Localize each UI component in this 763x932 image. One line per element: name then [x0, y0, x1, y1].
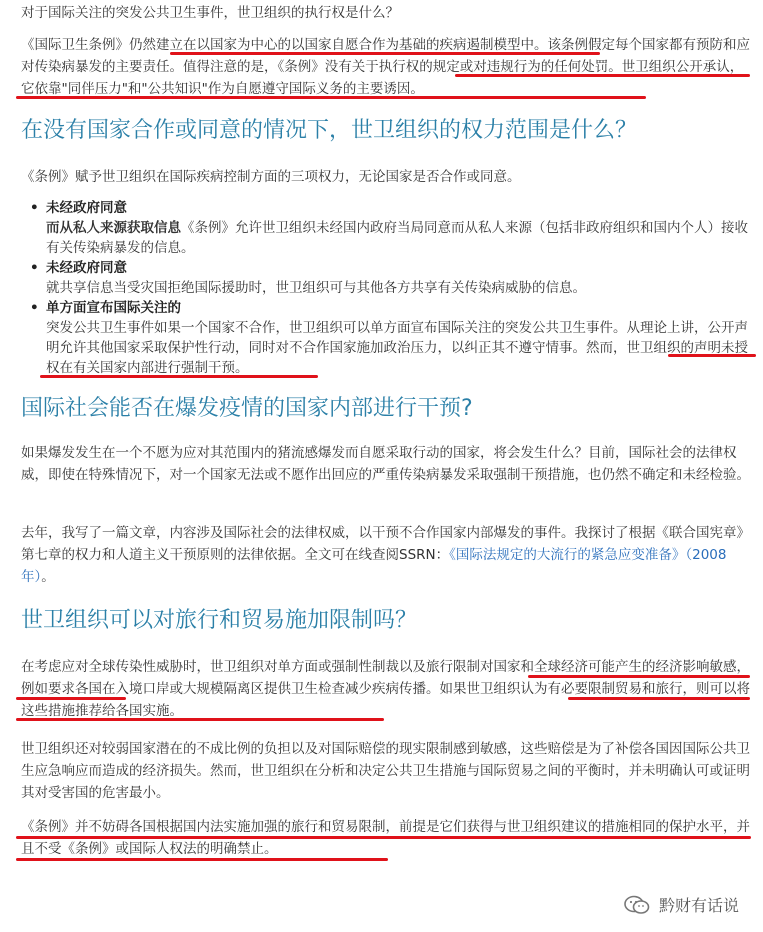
p4-text: 去年，我写了一篇文章，内容涉及国际社会的法律权威，以干预不合作国家内部爆发的事件。我探讨了根据《联合国宪章》第七章的权力和人道主义干预原则的法律依据。全文可在线查阅SSRN： [21, 525, 750, 563]
list-item-desc [46, 218, 751, 258]
paragraph-three-powers: 《条例》赋予世卫组织在国际疾病控制方面的三项权力，无论国家是否合作或同意。 [21, 169, 521, 185]
ssrn-article-link[interactable]: 《国际法规定的大流行的紧急应变准备》（2008年） [21, 547, 727, 585]
red-underline [668, 354, 756, 357]
section-heading: 世卫组织可以对旅行和贸易施加限制吗？ [21, 608, 418, 633]
paragraph-regulations: 《条例》并不妨碍各国根据国内法实施加强的旅行和贸易限制，前提是它们获得与世卫组织建议的措施相同的保护水平，并且不受《条例》或国际人权法的明确禁止。 [21, 819, 750, 857]
list-item-desc-bold: 而从私人来源获取信息 [46, 220, 181, 236]
section-heading: 国际社会能否在爆发疫情的国家内部进行干预? [21, 396, 473, 421]
red-underline [40, 375, 318, 378]
red-underline [16, 718, 384, 721]
list-item-title: • 未经政府同意 [46, 258, 751, 278]
list-item-desc: 就共享信息当受灾国拒绝国际援助时，世卫组织可与其他各方共享有关传染病威胁的信息。 [46, 280, 586, 296]
p1-part-c: 该条例假定每个国家都有预防和应对传染病暴发的主要责任。值得注意的是，《条例》 [21, 37, 750, 75]
red-underline [16, 96, 646, 99]
p4-end: 。 [41, 569, 55, 585]
section-heading: 在没有国家合作或同意的情况下，世卫组织的权力范围是什么？ [21, 118, 638, 143]
red-underline [16, 858, 388, 861]
red-underline [455, 74, 750, 77]
red-underline [568, 697, 750, 700]
paragraph-travel-trade: 在考虑应对全球传染性威胁时，世卫组织对单方面或强制性制裁以及旅行限制对国家和全球经济可能产生的经济影响敏感，例如要求各国在入境口岸或大规模隔离区提供卫生检查减少疾病传播。如果世卫组织认为有必要限制贸易和旅行，则可以将这些措施推荐给各国实施。 [21, 659, 750, 719]
p1-part-b: 建立在以国家为中心的以国家自愿合作为基础的疾病遏制模型中。 [156, 37, 548, 53]
red-underline [16, 836, 751, 839]
red-underline [16, 697, 126, 700]
red-underline [170, 52, 600, 55]
watermark [623, 893, 739, 916]
paragraph-ihr-model [21, 34, 751, 100]
p1-part-d: 没有关于执行权的规定或对违规行为的任何处罚。世卫组织公开承认，它依靠"同伴压力"和"公共知识"作为自愿遵守国际义务的主要诱因。 [21, 59, 744, 97]
list-item-desc: 突发公共卫生事件如果一个国家不合作，世卫组织可以单方面宣布国际关注的突发公共卫生事件。从理论上讲，公开声明允许其他国家采取保护性行动，同时对不合作国家施加政治压力，以纠正其不遵守情事。然而，世卫组织的声明未授权在有关国家内部进行强制干预。 [46, 320, 748, 376]
question-text: 对于国际关注的突发公共卫生事件，世卫组织的执行权是什么？ [21, 5, 399, 21]
list-item-title: • 未经政府同意 [46, 198, 751, 218]
p1-part-a: 《国际卫生条例》仍然 [21, 37, 156, 53]
watermark-text: 黔财有话说 [658, 896, 739, 915]
paragraph-intervention: 如果爆发发生在一个不愿为应对其范围内的猪流感爆发而自愿采取行动的国家，将会发生什么？目前，国际社会的法律权威，即使在特殊情况下，对一个国家无法或不愿作出回应的严重传染病暴发采取强制干预措施，也仍然不确定和未经检验。 [21, 445, 750, 483]
paragraph-article-ref [21, 522, 751, 588]
wechat-icon [623, 894, 651, 916]
list-item-title: • 单方面宣布国际关注的 [46, 298, 751, 318]
list-item-desc-text: 《条例》允许世卫组织未经国内政府当局同意而从私人来源（包括非政府组织和国内个人）接收有关传染病暴发的信息。 [46, 220, 748, 256]
paragraph-burden: 世卫组织还对较弱国家潜在的不成比例的负担以及对国际赔偿的现实限制感到敏感，这些赔偿是为了补偿各国因国际公共卫生应急响应而造成的经济损失。然而，世卫组织在分析和决定公共卫生措施与国际贸易之间的平衡时，并未明确认可或证明其对受害国的危害最小。 [21, 741, 750, 801]
red-underline [528, 675, 750, 678]
